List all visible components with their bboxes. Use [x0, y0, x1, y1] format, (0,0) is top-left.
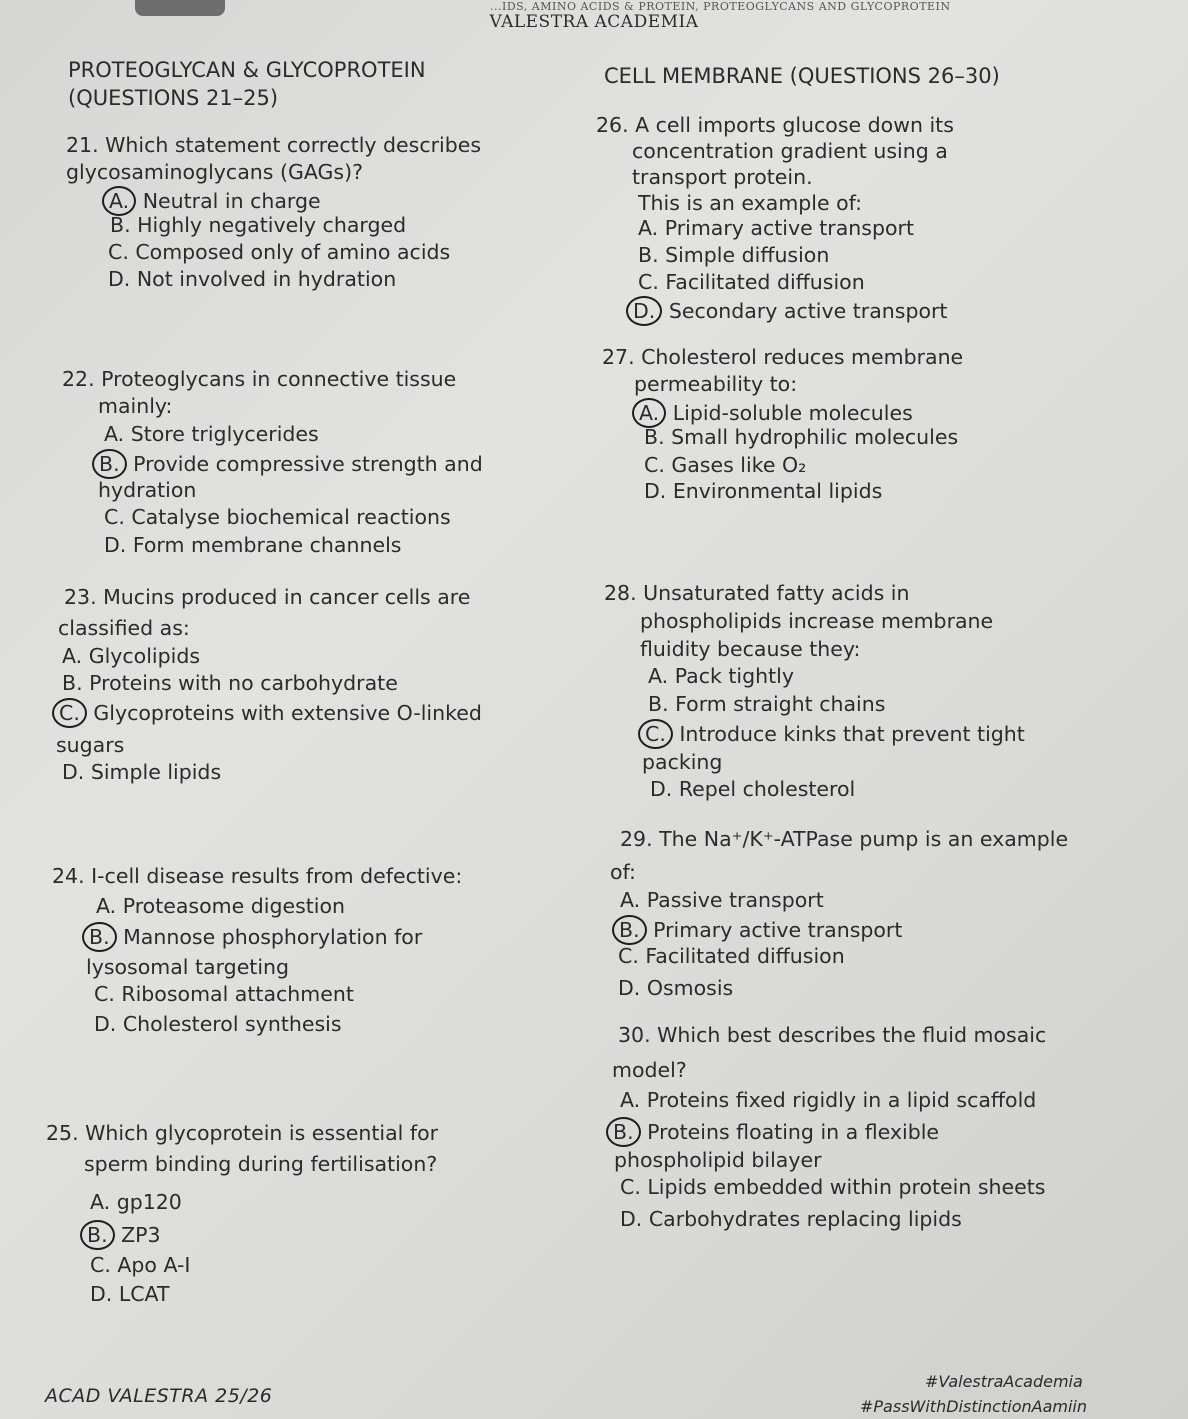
q30-stem-line2: model?	[612, 1058, 687, 1082]
q22-option-b: B. Provide compressive strength and	[100, 449, 483, 479]
q22-option-a: A. Store triglycerides	[104, 422, 319, 446]
q25-option-b: B. ZP3	[88, 1220, 161, 1250]
question-30	[612, 1022, 1047, 1084]
q27-stem-line1: 27. Cholesterol reduces membrane	[602, 345, 964, 369]
q27-stem-line2: permeability to:	[634, 372, 798, 396]
q24-option-d: D. Cholesterol synthesis	[94, 1012, 342, 1036]
q28-stem-line2: phospholipids increase membrane	[640, 609, 994, 633]
q30-option-b: B. Proteins floating in a flexible	[614, 1117, 939, 1147]
q25-option-c: C. Apo A-I	[90, 1253, 191, 1277]
q24-stem-line1: 24. I-cell disease results from defective:	[52, 864, 463, 888]
left-section-title	[68, 56, 426, 112]
q30-option-d: D. Carbohydrates replacing lipids	[620, 1207, 962, 1231]
q22-stem-line2: mainly:	[98, 394, 173, 418]
question-29	[610, 826, 1069, 886]
question-25	[46, 1120, 438, 1178]
q24-option-c: C. Ribosomal attachment	[94, 982, 354, 1006]
footer-hashtag-1: #ValestraAcademia	[925, 1372, 1083, 1391]
right-section-title: CELL MEMBRANE (QUESTIONS 26–30)	[604, 64, 1000, 88]
q27-option-c: C. Gases like O₂	[644, 453, 807, 477]
footer-code: ACAD VALESTRA 25/26	[45, 1385, 273, 1407]
q22-option-c: C. Catalyse biochemical reactions	[104, 505, 451, 529]
q23-option-c: C. Glycoproteins with extensive O-linked	[60, 698, 482, 728]
q30-stem-line1: 30. Which best describes the fluid mosaic	[618, 1023, 1047, 1047]
answer-circle: B.	[82, 922, 117, 952]
question-28	[604, 580, 993, 663]
q23-stem-line2: classified as:	[58, 616, 190, 640]
left-section-title-line1: PROTEOGLYCAN & GLYCOPROTEIN	[68, 58, 426, 82]
q29-option-b: B. Primary active transport	[620, 915, 902, 945]
q24-option-b-cont: lysosomal targeting	[86, 955, 290, 979]
q23-stem-line1: 23. Mucins produced in cancer cells are	[64, 585, 471, 609]
q28-option-d: D. Repel cholesterol	[650, 777, 856, 801]
q21-option-c: C. Composed only of amino acids	[108, 240, 451, 264]
q28-option-c: C. Introduce kinks that prevent tight	[646, 719, 1025, 749]
q28-stem-line1: 28. Unsaturated fatty acids in	[604, 581, 910, 605]
q28-option-a: A. Pack tightly	[648, 664, 794, 688]
q21-option-a: A. Neutral in charge	[110, 186, 321, 216]
q25-option-a: A. gp120	[90, 1190, 182, 1214]
q23-option-b: B. Proteins with no carbohydrate	[62, 671, 398, 695]
question-24	[52, 863, 462, 890]
q22-stem-line1: 22. Proteoglycans in connective tissue	[62, 367, 457, 391]
q26-stem-line3: transport protein.	[632, 165, 813, 189]
q25-option-d: D. LCAT	[90, 1282, 170, 1306]
answer-circle: C.	[52, 698, 87, 728]
q27-option-b: B. Small hydrophilic molecules	[644, 425, 959, 449]
answer-circle: A.	[102, 186, 136, 216]
question-23	[58, 584, 471, 642]
q26-option-c: C. Facilitated diffusion	[638, 270, 865, 294]
left-section-title-line2: (QUESTIONS 21–25)	[68, 86, 279, 110]
answer-circle: B.	[612, 915, 647, 945]
q27-option-a: A. Lipid-soluble molecules	[640, 398, 913, 428]
q29-option-d: D. Osmosis	[618, 976, 734, 1000]
answer-circle: B.	[606, 1117, 641, 1147]
question-22	[62, 366, 456, 420]
q21-stem-line2: glycosaminoglycans (GAGs)?	[66, 160, 363, 184]
q23-option-a: A. Glycolipids	[62, 644, 201, 668]
q24-option-a: A. Proteasome digestion	[96, 894, 346, 918]
q21-option-d: D. Not involved in hydration	[108, 267, 397, 291]
q26-option-d: D. Secondary active transport	[634, 296, 947, 326]
q22-option-b-cont: hydration	[98, 478, 197, 502]
answer-circle: C.	[638, 719, 673, 749]
question-21	[66, 132, 481, 186]
q23-option-c-cont: sugars	[56, 733, 125, 757]
q30-option-a: A. Proteins fixed rigidly in a lipid scaffold	[620, 1088, 1037, 1112]
q22-option-d: D. Form membrane channels	[104, 533, 402, 557]
q30-option-b-cont: phospholipid bilayer	[614, 1148, 822, 1172]
question-27	[602, 344, 963, 398]
q28-option-b: B. Form straight chains	[648, 692, 886, 716]
q29-stem-line2: of:	[610, 860, 636, 884]
q29-option-a: A. Passive transport	[620, 888, 824, 912]
footer-hashtag-2: #PassWithDistinctionAamiin	[860, 1397, 1087, 1416]
question-26	[596, 112, 954, 217]
q21-stem-line1: 21. Which statement correctly describes	[66, 133, 482, 157]
answer-circle: D.	[626, 296, 662, 326]
q26-stem-line2: concentration gradient using a	[632, 139, 948, 163]
q24-option-b: B. Mannose phosphorylation for	[90, 922, 422, 952]
answer-circle: A.	[632, 398, 666, 428]
q26-option-b: B. Simple diffusion	[638, 243, 830, 267]
q29-option-c: C. Facilitated diffusion	[618, 944, 845, 968]
header-strip: ...IDS, AMINO ACIDS & PROTEIN, PROTEOGLYCANS AND GLYCOPROTEIN	[490, 0, 951, 13]
q30-option-c: C. Lipids embedded within protein sheets	[620, 1175, 1046, 1199]
q26-stem-line4: This is an example of:	[638, 191, 863, 215]
q21-option-b: B. Highly negatively charged	[110, 213, 407, 237]
answer-circle: B.	[92, 449, 127, 479]
q25-stem-line2: sperm binding during fertilisation?	[84, 1152, 438, 1176]
q23-option-d: D. Simple lipids	[62, 760, 222, 784]
answer-circle: B.	[80, 1220, 115, 1250]
q29-stem-line1: 29. The Na⁺/K⁺-ATPase pump is an example	[620, 827, 1069, 851]
q27-option-d: D. Environmental lipids	[644, 479, 883, 503]
academy-name: VALESTRA ACADEMIA	[489, 12, 699, 32]
q28-stem-line3: fluidity because they:	[640, 637, 861, 661]
q28-option-c-cont: packing	[642, 750, 723, 774]
q25-stem-line1: 25. Which glycoprotein is essential for	[46, 1121, 439, 1145]
q26-stem-line1: 26. A cell imports glucose down its	[596, 113, 954, 137]
q26-option-a: A. Primary active transport	[638, 216, 914, 240]
